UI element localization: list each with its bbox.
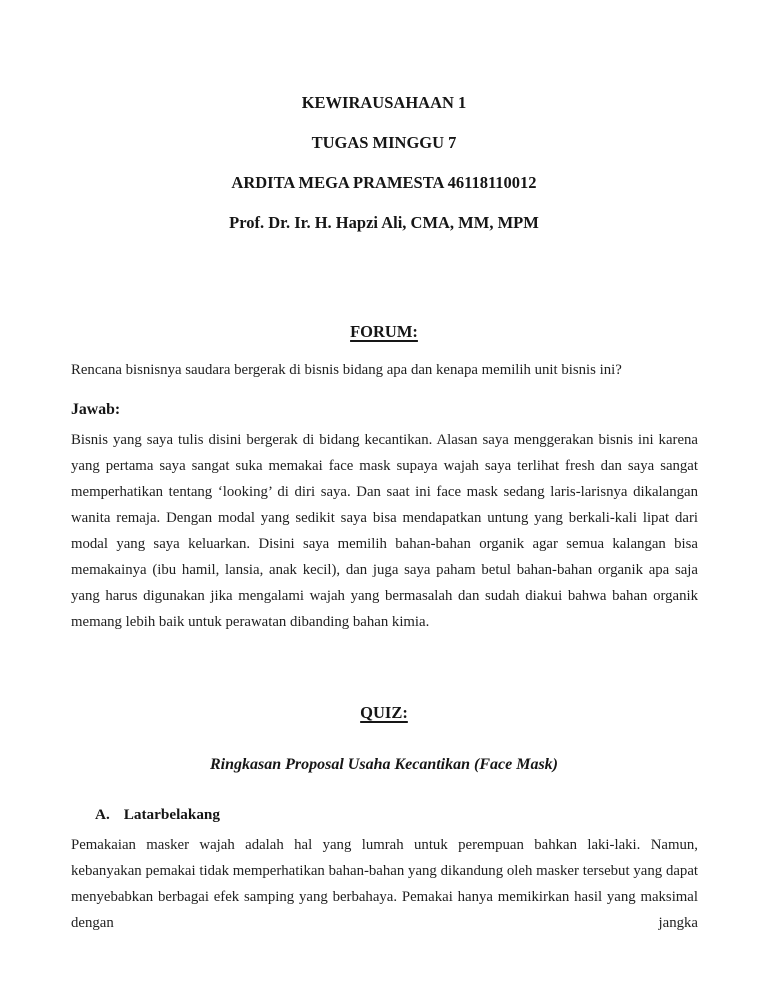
forum-question: Rencana bisnisnya saudara bergerak di bisnis bidang apa dan kenapa memilih unit bisnis ini? [71,362,622,378]
answer-paragraph: Bisnis yang saya tulis disini bergerak di bidang kecantikan. Alasan saya menggerakan bisnis ini karena yang pertama saya sangat suka memakai face mask supaya wajah saya terlihat fresh dan saya sangat memperhatikan tentang ‘looking’ di diri saya. Dan saat ini face mask sedang laris-larisnya dikalangan wanita remaja. Dengan modal yang sedikit saya bisa mendapatkan untung yang berkali-kali lipat dari modal yang saya keluarkan. Disini saya memilih bahan-bahan organik agar semua kalangan bisa memakainya (ibu hamil, lansia, anak kecil), dan juga saya paham betul bahan-bahan organik apa saja yang harus digunakan jika mengalami wajah yang bermasalah dan sudah diakui bahwa bahan organik memang lebih baik untuk perawatan dibanding bahan kimia. [71,432,698,630]
lecturer-name: Prof. Dr. Ir. H. Hapzi Ali, CMA, MM, MPM [229,213,539,232]
forum-heading [0,321,768,343]
student-name: ARDITA MEGA PRAMESTA 46118110012 [231,173,537,192]
section-a-title: Latarbelakang [123,806,220,823]
section-a-item [95,804,220,826]
quiz-title: Ringkasan Proposal Usaha Kecantikan (Face Mask) [209,756,559,773]
course-title: KEWIRAUSAHAAN 1 [301,93,467,112]
forum-heading-text: FORUM: [350,322,418,341]
quiz-heading [0,702,768,724]
section-a-label: A. [95,806,110,823]
latarbelakang-paragraph: Pemakaian masker wajah adalah hal yang lumrah untuk perempuan bahkan laki-laki. Namun, kebanyakan pemakai tidak memperhatikan bahan-bahan yang dikandung oleh masker tersebut yang dapat menyebabkan berbagai efek samping yang berbahaya. Pemakai hanya memikirkan hasil yang maksimal dengan jangka [71,837,698,931]
assignment-title: TUGAS MINGGU 7 [311,133,457,152]
answer-label: Jawab: [71,401,121,418]
quiz-heading-text: QUIZ: [360,703,408,722]
